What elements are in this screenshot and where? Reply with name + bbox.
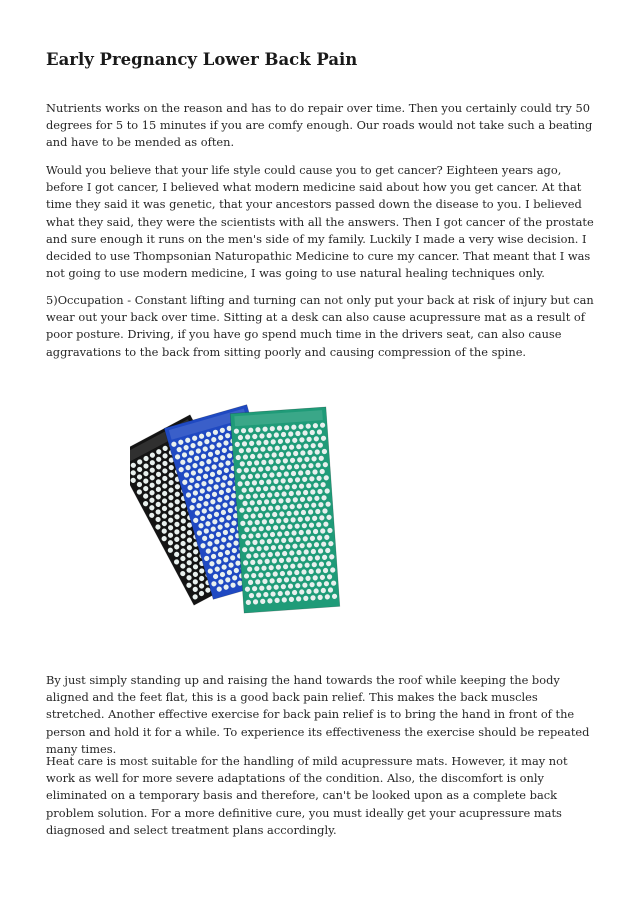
acupressure-mats-image — [130, 400, 350, 622]
paragraph-3: 5)Occupation - Constant lifting and turning can not only put your back at risk of injury but can wear out your back over time. Sitting at a desk can also cause acupressure mat as a result of poor posture. Driving, if you have go spend much time in the drivers seat, can also cause aggravations to the back from sitting poorly and causing compression of the spine. — [46, 293, 594, 359]
page-title: Early Pregnancy Lower Back Pain — [46, 50, 358, 69]
paragraph-4: By just simply standing up and raising the hand towards the roof while keeping the body aligned and the feet flat, this is a good back pain relief. This makes the back muscles stretched. Another effective exercise for back pain relief is to bring the hand in front of the person and hold it for a while. To experience its effectiveness the exercise should be repeated many times. — [46, 673, 590, 756]
paragraph-2: Would you believe that your life style could cause you to get cancer? Eighteen years ago, before I got cancer, I believed what modern medicine said about how you get cancer. At that time they said it was genetic, that your ancestors passed down the disease to you. I believed what they said, they were the scientists with all the answers. Then I got cancer of the prostate and sure enough it runs on the men's side of my family. Luckily I made a very wise decision. I decided to use Thompsonian Naturopathic Medicine to cure my cancer. That meant that I was not going to use modern medicine, I was going to use natural healing techniques only. — [46, 163, 594, 281]
acupressure-mats-illustration — [130, 400, 350, 622]
green-mat — [230, 407, 340, 613]
paragraph-5: Heat care is most suitable for the handling of mild acupressure mats. However, it may not work as well for more severe adaptations of the condition. Also, the discomfort is only eliminated on a temporary basis and therefore, can't be looked upon as a complete back problem solution. For a more definitive cure, you must ideally get your acupressure mats diagnosed and select treatment plans accordingly. — [46, 754, 568, 837]
paragraph-1: Nutrients works on the reason and has to do repair over time. Then you certainly could try 50 degrees for 5 to 15 minutes if you are comfy enough. Our roads would not take such a beating and have to be mended as often. — [46, 101, 593, 150]
